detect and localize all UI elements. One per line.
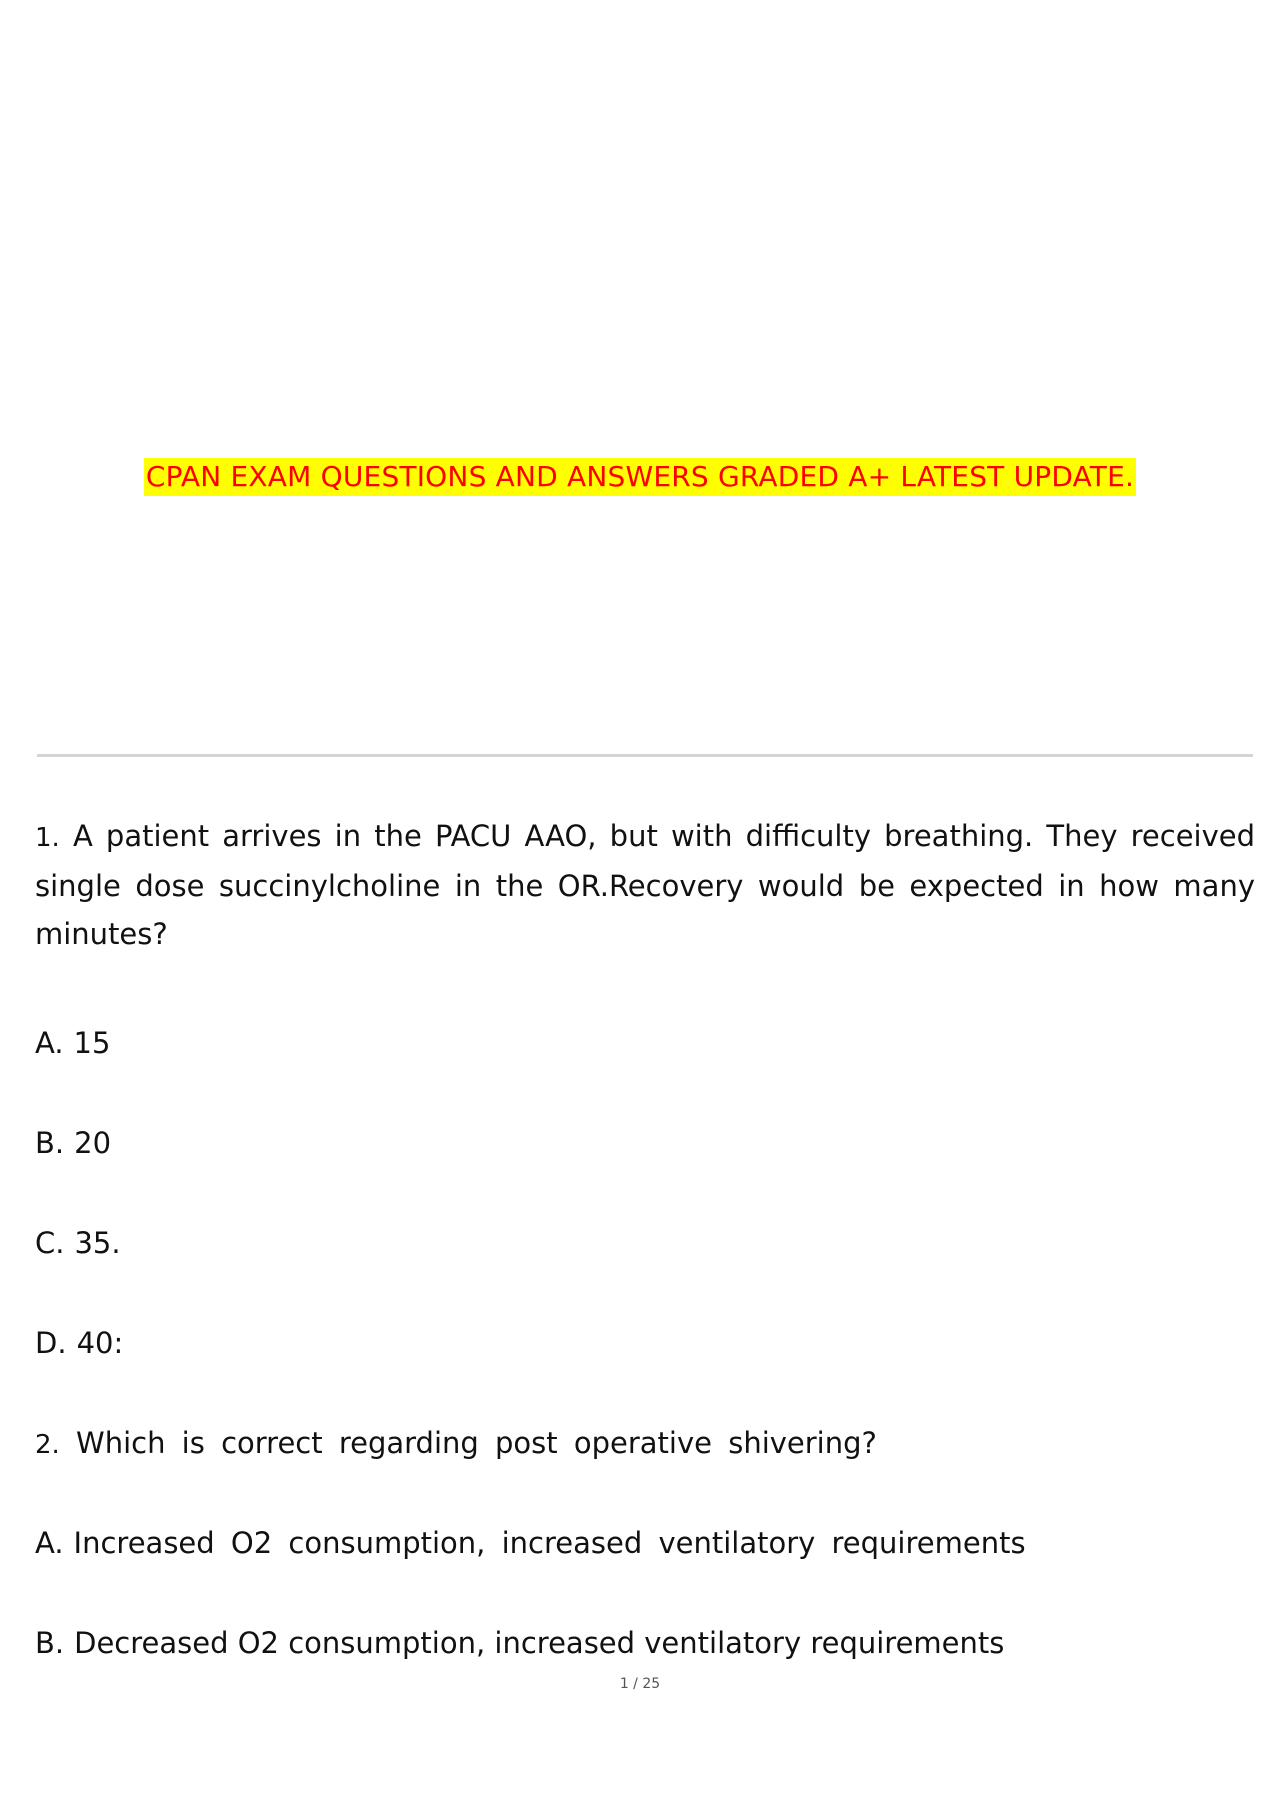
question-2 [35,1423,877,1465]
answer-option [35,1323,123,1363]
option-text: Decreased O2 consumption, increased ventilatory requirements [74,1626,1005,1660]
option-text: 40: [76,1326,124,1360]
horizontal-divider [37,754,1253,757]
option-letter: C. [35,1226,65,1260]
option-text: 35. [74,1226,121,1260]
answer-option [35,1623,1004,1663]
question-text: Which is correct regarding post operative shivering? [76,1426,877,1460]
document-title: CPAN EXAM QUESTIONS AND ANSWERS GRADED A+ LATEST UPDATE. [144,458,1136,496]
option-text: 20 [74,1126,112,1160]
option-letter: B. [35,1626,65,1660]
page-number: 1 / 25 [619,1676,661,1692]
question-number: 2. [35,1430,60,1460]
answer-option [35,1023,110,1063]
option-letter: A. [35,1026,64,1060]
answer-option [35,1223,121,1263]
option-letter: D. [35,1326,67,1360]
answer-option [35,1523,1026,1563]
option-text: 15 [73,1026,111,1060]
question-number: 1. [35,823,60,853]
answer-option [35,1123,111,1163]
question-1 [35,812,1255,958]
option-letter: B. [35,1126,65,1160]
question-text: A patient arrives in the PACU AAO, but with difficulty breathing. They received single dose succinylcholine in the OR.Recovery would be expected in how many minutes? [35,819,1256,951]
title-container [0,458,1280,496]
option-text: Increased O2 consumption, increased ventilatory requirements [73,1526,1026,1560]
option-letter: A. [35,1526,64,1560]
